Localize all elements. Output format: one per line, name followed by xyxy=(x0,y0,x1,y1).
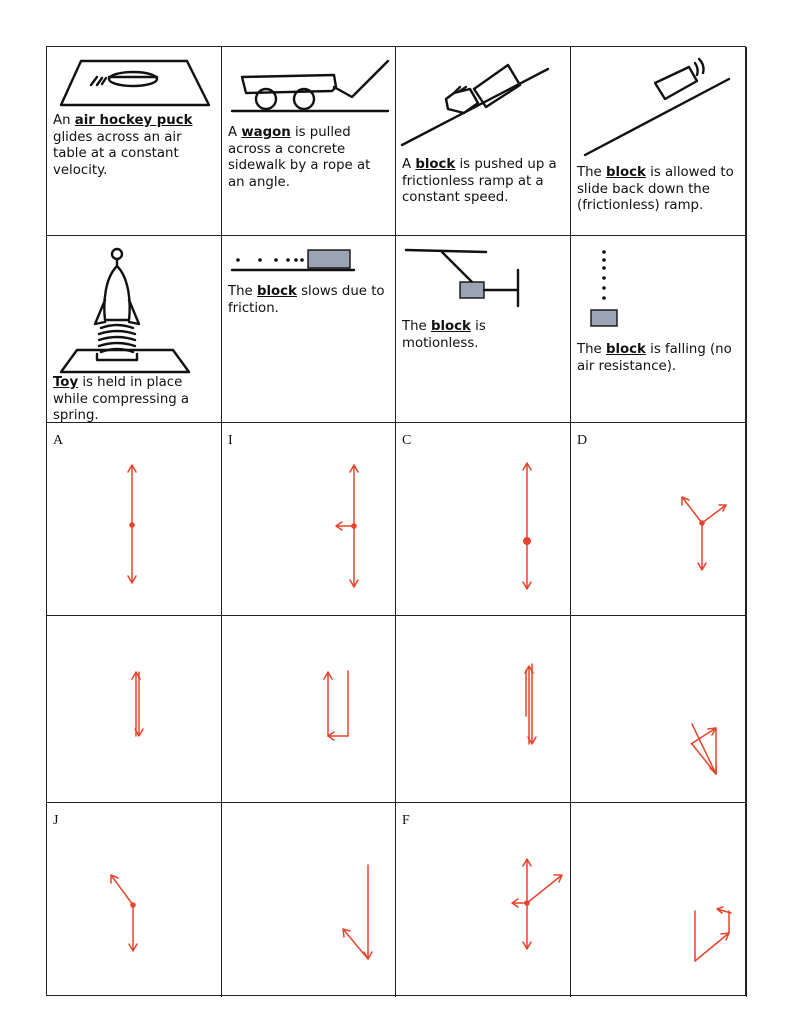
free-body-diagram-arrows xyxy=(396,423,571,616)
card-sort-grid xyxy=(46,46,746,996)
fbd-card xyxy=(222,423,396,616)
scenario-card-block-hanging xyxy=(396,236,571,423)
scenario-card-toy-spring xyxy=(47,236,222,423)
vector-sum-arrows xyxy=(222,803,396,997)
fbd-card xyxy=(396,423,571,616)
free-body-diagram-arrows xyxy=(396,803,571,997)
card-label: J xyxy=(53,813,59,828)
card-label: I xyxy=(228,433,233,448)
block-pushed-up-ramp-sketch xyxy=(396,47,571,236)
scenario-caption: A block is pushed up a frictionless ramp at a constant speed. xyxy=(402,157,557,205)
vector-sum-card xyxy=(396,616,571,803)
free-body-diagram-arrows xyxy=(571,423,747,616)
vector-sum-arrows xyxy=(396,616,571,803)
vector-sum-arrows xyxy=(222,616,396,803)
scenario-caption: A wagon is pulled across a concrete sidewalk by a rope at an angle. xyxy=(228,125,371,190)
scenario-card-air-hockey xyxy=(47,47,222,236)
free-body-diagram-arrows xyxy=(222,423,396,616)
fbd-card xyxy=(571,423,747,616)
scenario-caption: The block is allowed to slide back down the (frictionless) ramp. xyxy=(577,165,734,213)
card-label: C xyxy=(402,433,412,448)
scenario-card-wagon xyxy=(222,47,396,236)
scenario-caption: An air hockey puck glides across an air table at a constant velocity. xyxy=(53,113,193,178)
scenario-caption: The block is motionless. xyxy=(402,319,486,351)
scenario-caption: The block is falling (no air resistance). xyxy=(577,342,732,374)
scenario-card-block-down-ramp xyxy=(571,47,747,236)
vector-sum-card xyxy=(222,616,396,803)
scenario-card-block-friction xyxy=(222,236,396,423)
fbd-card xyxy=(396,803,571,997)
scenario-card-block-falling xyxy=(571,236,747,423)
fbd-card xyxy=(47,803,222,997)
vector-sum-card xyxy=(571,803,747,997)
falling-block-sketch xyxy=(571,236,747,423)
vector-sum-card xyxy=(47,616,222,803)
vector-sum-arrows xyxy=(571,616,747,803)
card-label: D xyxy=(577,433,588,448)
scenario-caption: Toy is held in place while compressing a spring. xyxy=(53,375,190,423)
vector-sum-card xyxy=(571,616,747,803)
vector-sum-card xyxy=(222,803,396,997)
vector-sum-arrows xyxy=(571,803,747,997)
card-label: F xyxy=(402,813,410,828)
scenario-card-block-up-ramp xyxy=(396,47,571,236)
card-label: A xyxy=(53,433,64,448)
vector-sum-arrows xyxy=(47,616,222,803)
fbd-card xyxy=(47,423,222,616)
scenario-caption: The block slows due to friction. xyxy=(228,284,385,316)
free-body-diagram-arrows xyxy=(47,423,222,616)
free-body-diagram-arrows xyxy=(47,803,222,997)
block-sliding-friction-sketch xyxy=(222,236,396,423)
